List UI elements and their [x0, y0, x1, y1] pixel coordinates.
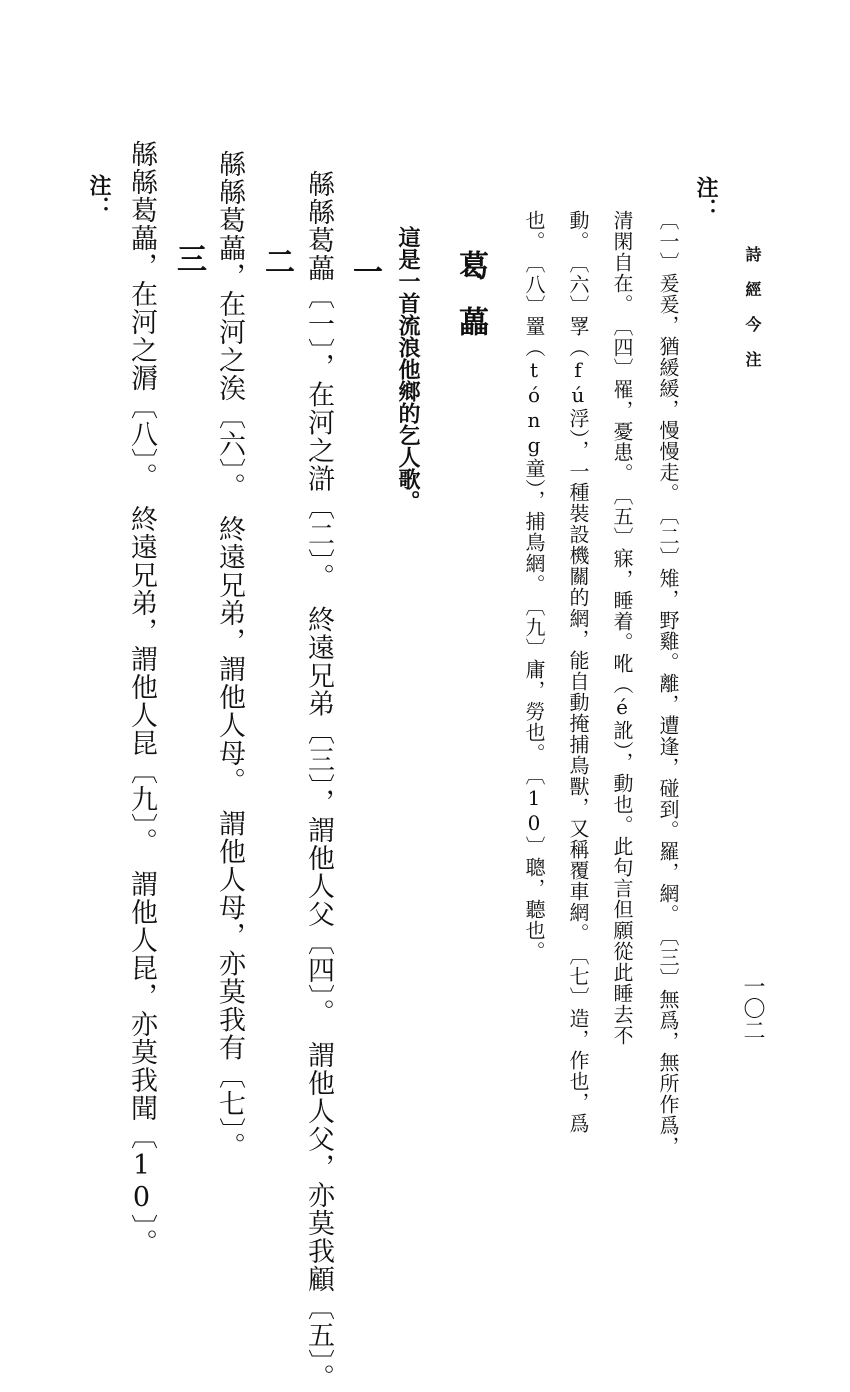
note-line: 也。 〔八〕罿（tóng童），捕鳥網。 〔九〕庸，勞也。 〔10〕聰，聽也。: [522, 210, 546, 962]
book-title: 詩 經 今 注: [743, 246, 762, 367]
stanza-number: 一: [347, 256, 382, 286]
page-number: 一〇二: [740, 975, 765, 1041]
notes-label: 注：: [693, 176, 719, 220]
note-line: 清閑自在。 〔四〕罹，憂患。 〔五〕寐，睡着。吪（é訛），動也。此句言但願從此睡去不: [610, 210, 634, 1046]
stanza-text: 緜緜葛藟〔一〕，在河之滸〔二〕。 終遠兄弟〔三〕，謂他人父〔四〕。 謂他人父，亦莫我顧〔五〕。: [303, 170, 334, 1392]
stanza-number: 三: [171, 243, 206, 273]
poem-intro: 這是一首流浪他鄉的乞人歌。: [395, 226, 421, 512]
stanza-number: 二: [259, 246, 294, 276]
stanza-text: 緜緜葛藟，在河之漘〔八〕。 終遠兄弟，謂他人昆〔九〕。 謂他人昆，亦莫我聞〔10〕。: [126, 140, 157, 1257]
poem-title: 葛藟: [453, 250, 488, 362]
notes-label: 注：: [86, 174, 112, 218]
stanza-text: 緜緜葛藟，在河之涘〔六〕。 終遠兄弟，謂他人母。 謂他人母，亦莫我有〔七〕。: [214, 150, 245, 1160]
note-line: 動。 〔六〕罦（fú浮），一種裝設機關的網，能自動掩捕鳥獸，又稱覆車網。 〔七〕造，作也，爲: [566, 210, 590, 1134]
note-line: 〔一〕爰爰，猶緩緩，慢慢走。 〔二〕雉，野雞。離，遭逢，碰到。羅，網。 〔三〕無爲，無所作爲，: [656, 210, 680, 1157]
